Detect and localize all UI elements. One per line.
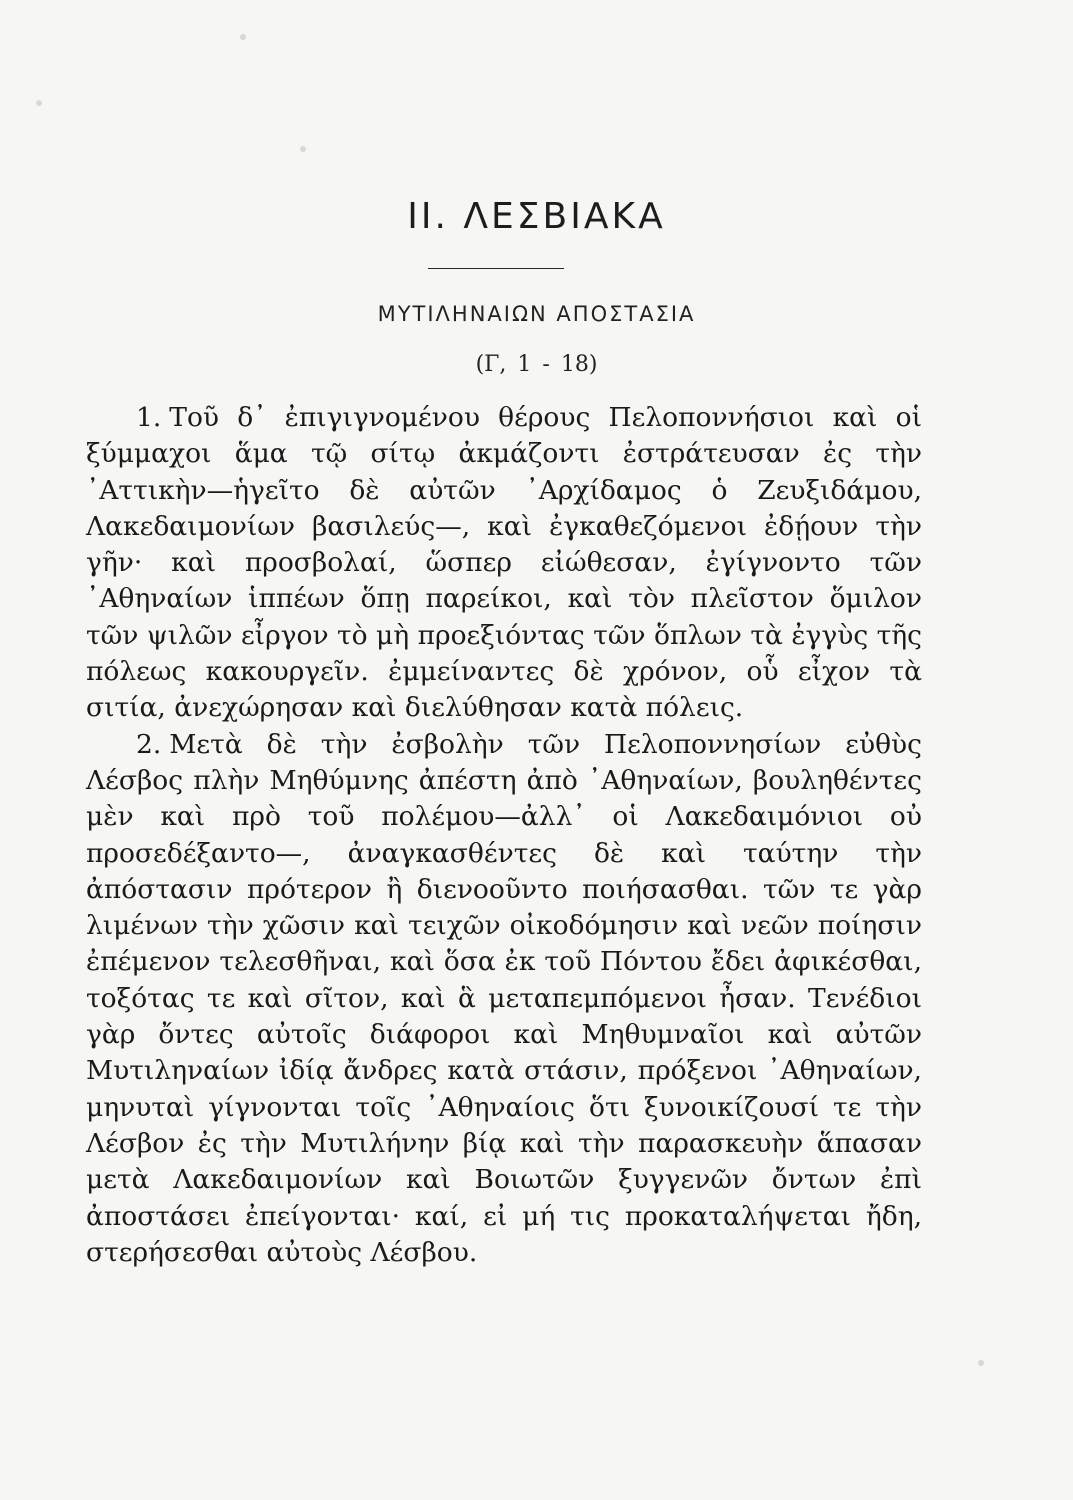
title-divider [428,268,564,269]
paragraph-text: Μετὰ δὲ τὴν ἐσβολὴν τῶν Πελοποννησίων εὐθὺς Λέσβος πλὴν Μηθύμνης ἀπέστη ἀπὸ ᾽Αθηναίων, βουληθέντες μὲν καὶ πρὸ τοῦ πολέμου—ἀλλ᾽ οἱ Λακεδαιμόνιοι οὐ προσεδέξαντο—, ἀναγκασθέντες δὲ καὶ ταύτην τὴν ἀπόστασιν πρότερον ἢ διενοοῦντο ποιήσασθαι. τῶν τε γὰρ λιμένων τὴν χῶσιν καὶ τειχῶν οἰκοδόμησιν καὶ νεῶν ποίησιν ἐπέμενον τελεσθῆναι, καὶ ὅσα ἐκ τοῦ Πόντου ἔδει ἀφικέσθαι, τοξότας τε καὶ σῖτον, καὶ ἃ μεταπεμπόμενοι ἦσαν. Τενέδιοι γὰρ ὄντες αὐτοῖς διάφοροι καὶ Μηθυμναῖοι καὶ αὐτῶν Μυτιληναίων ἰδίᾳ ἄνδρες κατὰ στάσιν, πρόξενοι ᾽Αθηναίων, μηνυταὶ γίγνονται τοῖς ᾽Αθηναίοις ὅτι ξυνοικίζουσί τε τὴν Λέσβον ἐς τὴν Μυτιλήνην βίᾳ καὶ τὴν παρασκευὴν ἅπασαν μετὰ Λακεδαιμονίων καὶ Βοιωτῶν ξυγγενῶν ὄντων ἐπὶ ἀποστάσει ἐπείγονται· καί, εἰ μή τις προκαταλήψεται ἤδη, στερήσεσθαι αὐτοὺς Λέσβου. [86,728,922,1268]
paragraph-text: Τοῦ δ᾽ ἐπιγιγνομένου θέρους Πελοποννήσιοι καὶ οἱ ξύμμαχοι ἅμα τῷ σίτῳ ἀκμάζοντι ἐστράτευσαν ἐς τὴν ᾽Αττικὴν—ἡγεῖτο δὲ αὐτῶν ᾽Αρχίδαμος ὁ Ζευξιδάμου, Λακεδαιμονίων βασιλεύς—, καὶ ἐγκαθεζόμενοι ἐδῄουν τὴν γῆν· καὶ προσβολαί, ὥσπερ εἰώθεσαν, ἐγίγνοντο τῶν ᾽Αθηναίων ἱππέων ὅπῃ παρείκοι, καὶ τὸν πλεῖστον ὅμιλον τῶν ψιλῶν εἶργον τὸ μὴ προεξιόντας τῶν ὅπλων τὰ ἐγγὺς τῆς πόλεως κακουργεῖν. ἐμμείναντες δὲ χρόνον, οὗ εἶχον τὰ σιτία, ἀνεχώρησαν καὶ διελύθησαν κατὰ πόλεις. [86,402,922,724]
body-text [86,400,922,1271]
paper-speck [36,100,42,106]
paragraph-number: 2. [136,728,162,760]
paragraph-2 [86,727,922,1271]
source-reference: (Γ, 1 - 18) [475,352,598,377]
chapter-title: II. ΛΕΣΒΙΑΚΑ [407,196,666,237]
paragraph-1 [86,400,922,727]
paper-speck [300,146,306,152]
section-heading: ΜΥΤΙΛΗΝΑΙΩΝ ΑΠΟΣΤΑΣΙΑ [377,302,696,326]
paper-speck [978,1360,984,1366]
paragraph-number: 1. [136,402,162,433]
paper-speck [240,34,246,40]
